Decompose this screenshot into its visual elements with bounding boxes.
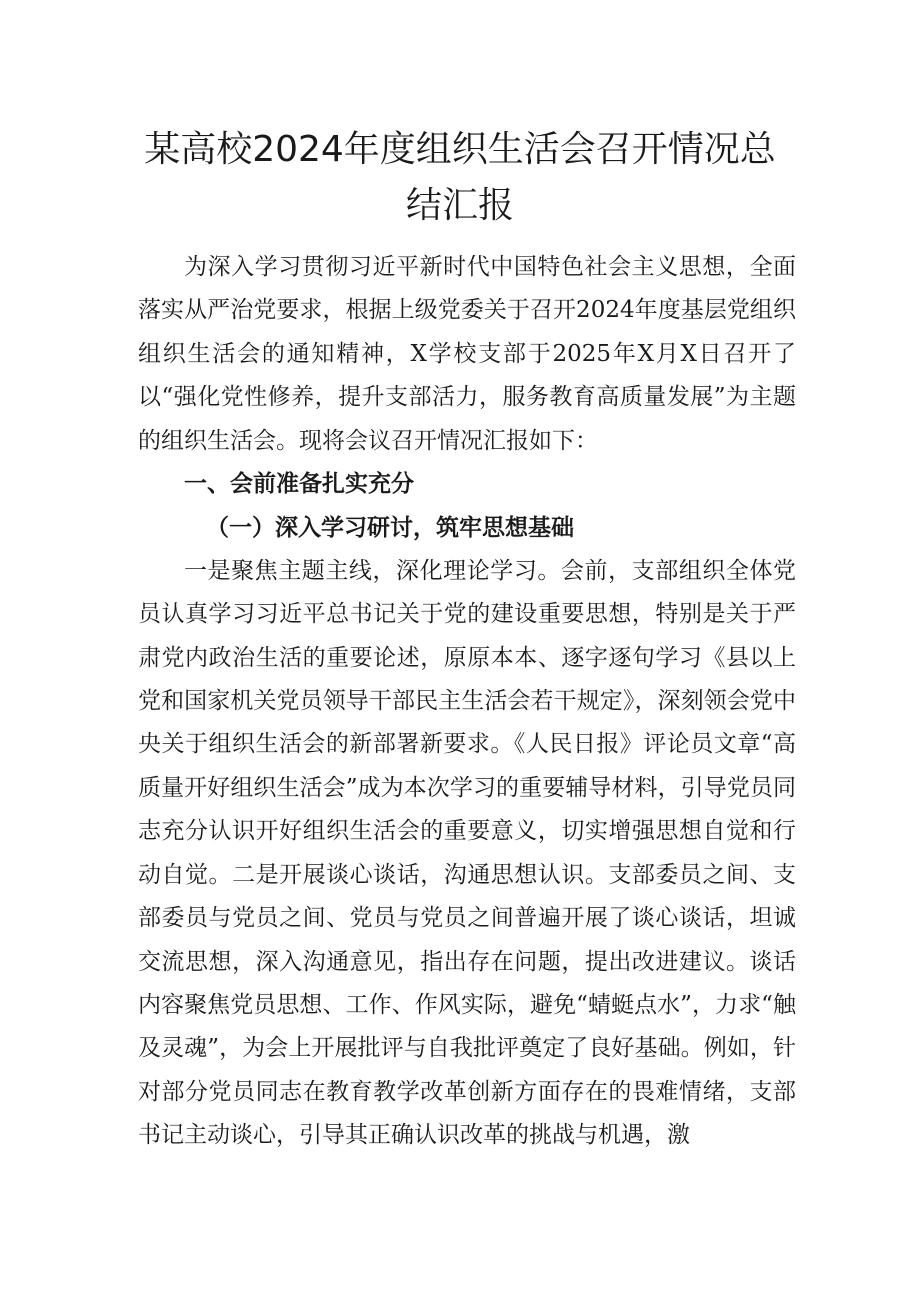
body-paragraph: 一是聚焦主题主线，深化理论学习。会前，支部组织全体党员认真学习习近平总书记关于党的建设重要思想，特别是关于严肃党内政治生活的重要论述，原原本本、逐字逐句学习《县以上党和国家机关党员领导干部民主生活会若干规定》，深刻领会党中央关于组织生活会的新部署新要求。《人民日报》评论员文章“高质量开好组织生活会”成为本次学习的重要辅导材料，引导党员同志充分认识开好组织生活会的重要意义，切实增强思想自觉和行动自觉。二是开展谈心谈话，沟通思想认识。支部委员之间、支部委员与党员之间、党员与党员之间普遍开展了谈心谈话，坦诚交流思想，深入沟通意见，指出存在问题，提出改进建议。谈话内容聚焦党员思想、工作、作风实际，避免“蜻蜓点水”，力求“触及灵魂”，为会上开展批评与自我批评奠定了良好基础。例如，针对部分党员同志在教育教学改革创新方面存在的畏难情绪，支部书记主动谈心，引导其正确认识改革的挑战与机遇，激: [138, 557, 796, 1149]
section-heading-1: 一、会前准备扎实充分: [184, 471, 414, 498]
subsection-heading-1: （一）深入学习研讨，筑牢思想基础: [206, 514, 574, 542]
document-body: [138, 246, 796, 1158]
document-title: 某高校2024年度组织生活会召开情况总结汇报: [144, 129, 776, 226]
intro-paragraph: 为深入学习贯彻习近平新时代中国特色社会主义思想，全面落实从严治党要求，根据上级党委关于召开2024年度基层党组织组织生活会的通知精神，X学校支部于2025年X月X日召开了以“强化党性修养，提升支部活力，服务教育高质量发展”为主题的组织生活会。现将会议召开情况汇报如下：: [138, 254, 796, 454]
